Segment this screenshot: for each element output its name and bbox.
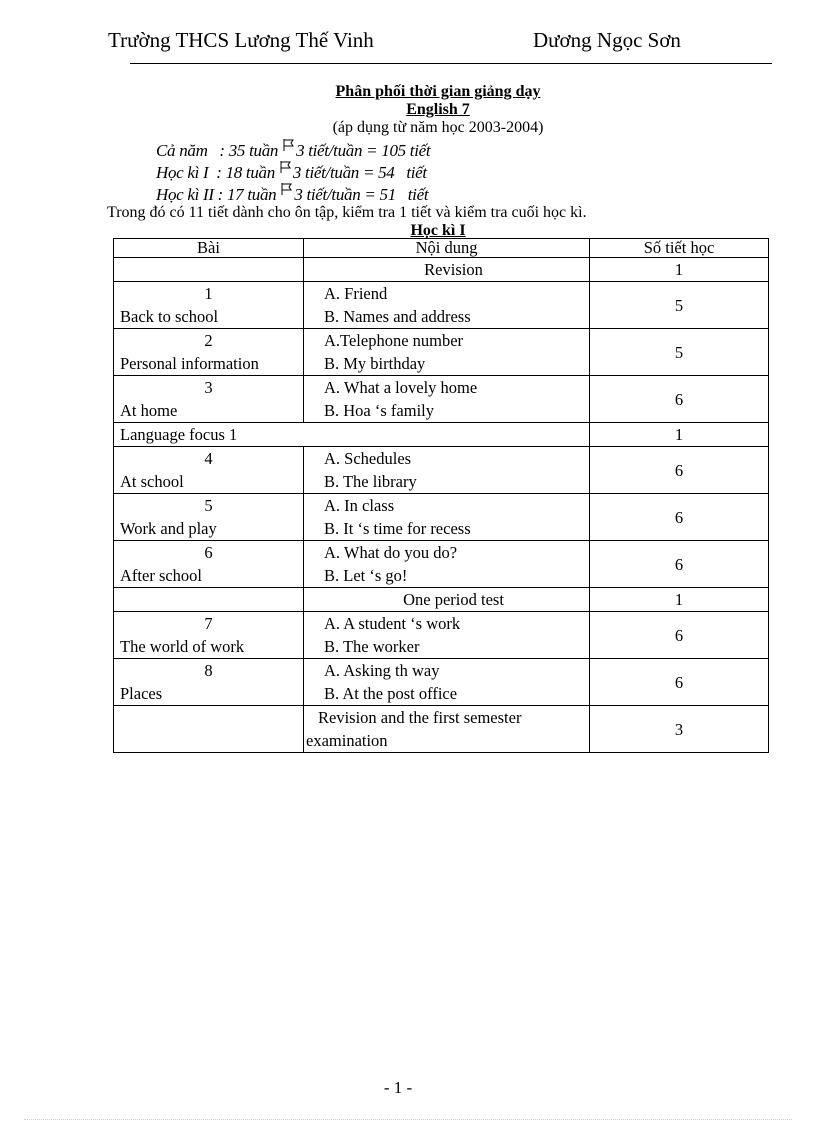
lesson-cell (114, 447, 304, 494)
content-line-a: A. Friend (324, 284, 388, 303)
lesson-cell (114, 588, 304, 612)
curriculum-table (113, 238, 769, 753)
lesson-name: Work and play (120, 519, 217, 538)
table-row (114, 541, 769, 588)
periods-cell: 5 (590, 282, 769, 329)
content-line-a: Revision (424, 260, 483, 279)
header-content: Nội dung (304, 239, 590, 258)
content-cell (304, 447, 590, 494)
periods-cell: 6 (590, 376, 769, 423)
periods-cell: 6 (590, 612, 769, 659)
schedule-label: Học kì I : 18 tuần (156, 163, 279, 182)
content-line-a: A. What a lovely home (324, 378, 478, 397)
content-line-a: A. A student ‘s work (324, 614, 461, 633)
content-line-b: B. Names and address (324, 307, 471, 326)
schedule-detail: 3 tiết/tuần = 51 tiết (294, 185, 429, 204)
content-line-a: A. In class (324, 496, 395, 515)
lesson-cell (114, 612, 304, 659)
table-row (114, 282, 769, 329)
content-line-b: examination (306, 731, 388, 750)
content-line-b: B. It ‘s time for recess (324, 519, 471, 538)
schedule-line-sem2 (156, 185, 428, 205)
content-line-a: A. Schedules (324, 449, 412, 468)
content-cell (304, 541, 590, 588)
doc-subject: English 7 (406, 101, 470, 118)
lesson-number: 8 (204, 661, 213, 680)
lesson-name: At home (120, 401, 178, 420)
lesson-name: At school (120, 472, 184, 491)
lesson-number: 7 (204, 614, 213, 633)
lesson-cell (114, 423, 590, 447)
schedule-label: Học kì II : 17 tuần (156, 185, 281, 204)
content-line-a: A.Telephone number (324, 331, 464, 350)
schedule-detail: 3 tiết/tuần = 105 tiết (296, 141, 431, 160)
schedule-line-year (156, 141, 430, 161)
table-row (114, 376, 769, 423)
flag-icon (279, 160, 293, 174)
periods-cell: 6 (590, 659, 769, 706)
schedule-label: Cả năm : 35 tuần (156, 141, 283, 160)
note-text: Trong đó có 11 tiết dành cho ôn tập, kiểm tra 1 tiết và kiểm tra cuối học kì. (107, 204, 587, 221)
content-line-b: B. Hoa ‘s family (324, 401, 434, 420)
doc-title: Phân phối thời gian giảng dạy (335, 83, 541, 100)
content-cell (304, 329, 590, 376)
lesson-cell (114, 706, 304, 753)
doc-applicability: (áp dụng từ năm học 2003-2004) (332, 119, 544, 136)
lesson-name: The world of work (120, 637, 245, 656)
header-periods: Số tiết học (590, 239, 769, 258)
content-cell (304, 376, 590, 423)
table-row (114, 659, 769, 706)
content-cell (304, 588, 590, 612)
periods-cell: 6 (590, 494, 769, 541)
lesson-cell (114, 329, 304, 376)
table-row (114, 258, 769, 282)
periods-cell: 3 (590, 706, 769, 753)
lesson-cell (114, 376, 304, 423)
lesson-cell (114, 494, 304, 541)
lesson-cell (114, 282, 304, 329)
table-row (114, 612, 769, 659)
content-cell (304, 612, 590, 659)
lesson-cell (114, 659, 304, 706)
schedule-detail: 3 tiết/tuần = 54 tiết (292, 163, 427, 182)
periods-cell: 5 (590, 329, 769, 376)
header-divider (130, 63, 772, 64)
header-teacher: Dương Ngọc Sơn (533, 28, 681, 52)
content-cell (304, 258, 590, 282)
lesson-name: Back to school (120, 307, 219, 326)
content-line-b: B. At the post office (324, 684, 458, 703)
content-line-b: B. Let ‘s go! (324, 566, 408, 585)
content-line-b: B. The library (324, 472, 417, 491)
lesson-name: Places (120, 684, 163, 703)
table-row (114, 494, 769, 541)
lesson-cell (114, 541, 304, 588)
content-cell (304, 494, 590, 541)
lesson-number: 2 (204, 331, 213, 350)
content-cell (304, 659, 590, 706)
lesson-number: 3 (204, 378, 213, 397)
header-school: Trường THCS Lương Thế Vinh (108, 28, 374, 52)
flag-icon (282, 138, 296, 152)
content-line-a: One period test (403, 590, 504, 609)
table-row (114, 329, 769, 376)
content-line-b: B. My birthday (324, 354, 426, 373)
lesson-number: 5 (204, 496, 213, 515)
content-line-a: A. Asking th way (324, 661, 440, 680)
lesson-cell (114, 258, 304, 282)
table-row (114, 588, 769, 612)
content-line-a: A. What do you do? (324, 543, 458, 562)
content-line-b: B. The worker (324, 637, 420, 656)
header-lesson: Bài (114, 239, 304, 258)
content-line-a: Revision and the first semester (318, 708, 522, 727)
periods-cell: 6 (590, 447, 769, 494)
periods-cell: 1 (590, 423, 769, 447)
periods-cell: 6 (590, 541, 769, 588)
periods-cell: 1 (590, 588, 769, 612)
content-cell (304, 706, 590, 753)
page-number: - 1 - (383, 1078, 413, 1097)
lesson-number: 6 (204, 543, 213, 562)
content-cell (304, 282, 590, 329)
table-header-row (114, 239, 769, 258)
periods-cell: 1 (590, 258, 769, 282)
schedule-line-sem1 (156, 163, 427, 183)
lesson-name: After school (120, 566, 203, 585)
page-bottom-border (24, 1119, 792, 1120)
semester-title: Học kì I (410, 222, 466, 239)
table-row (114, 447, 769, 494)
lesson-number: 1 (204, 284, 213, 303)
table-row (114, 706, 769, 753)
table-row (114, 423, 769, 447)
flag-icon (280, 182, 294, 196)
lesson-name: Language focus 1 (120, 425, 238, 444)
lesson-number: 4 (204, 449, 213, 468)
lesson-name: Personal information (120, 354, 259, 373)
